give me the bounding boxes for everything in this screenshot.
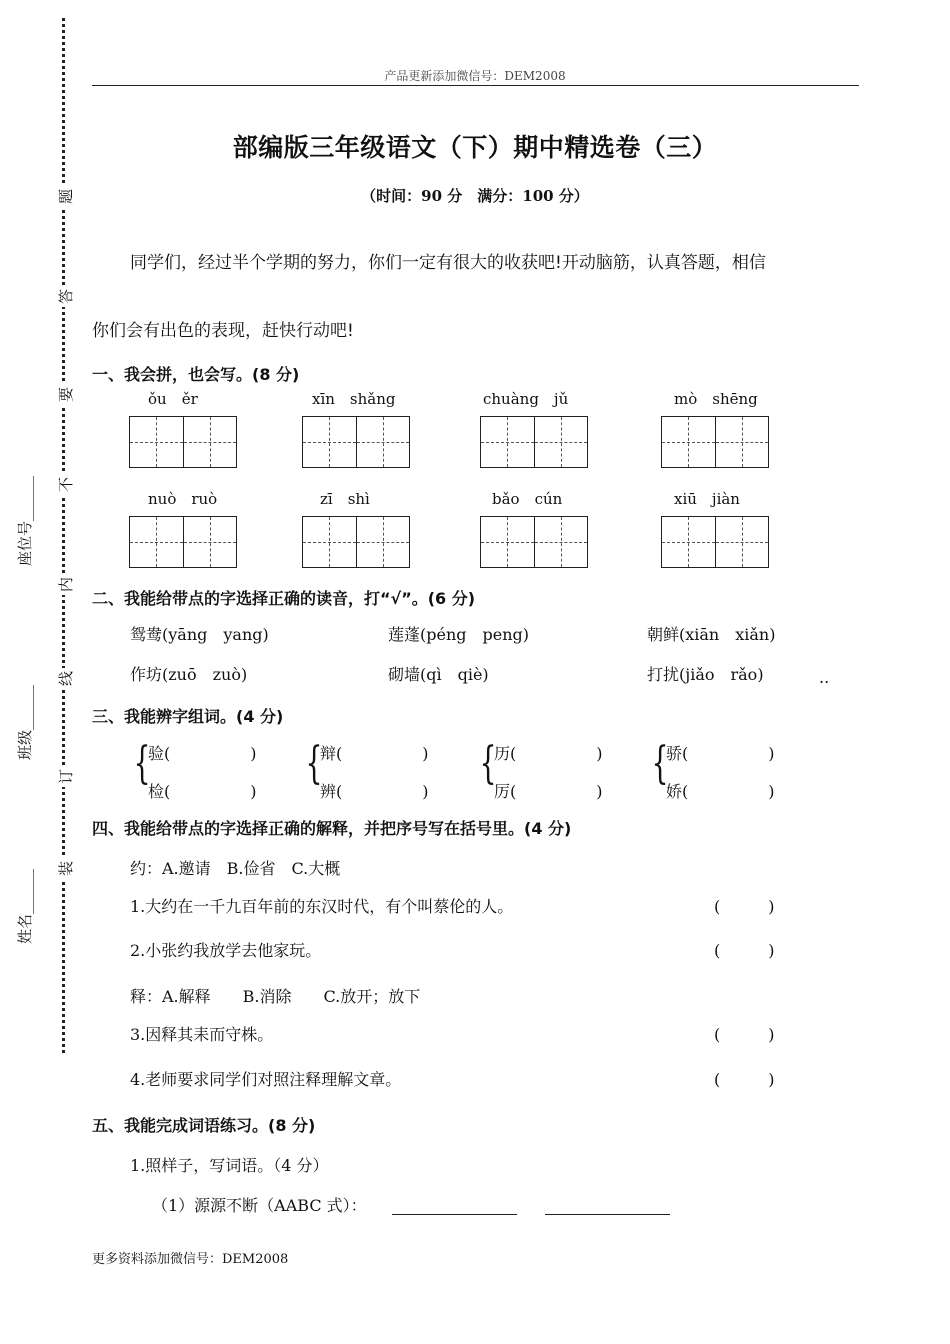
reading-choice[interactable]: 砌墙(qì qiè) [388, 665, 489, 684]
page-title: 部编版三年级语文（下）期中精选卷（三） [232, 133, 718, 162]
pinyin: chuàng jǔ [483, 390, 569, 408]
seal-char: 答 [56, 286, 76, 307]
section-1-title: 一、我会拼，也会写。(8 分) [92, 365, 300, 384]
brace: { [651, 738, 669, 789]
question-4: 4.老师要求同学们对照注释理解文章。 [130, 1070, 402, 1089]
reading-choice[interactable]: 作坊(zuō zuò) [130, 665, 248, 684]
seal-char: 题 [56, 186, 76, 207]
reading-choice[interactable]: 朝鲜(xiān xiǎn) [647, 625, 776, 644]
header-note: 产品更新添加微信号：DEM2008 [384, 69, 566, 83]
pinyin: ǒu ěr [148, 390, 198, 408]
pinyin: nuò ruò [148, 490, 218, 508]
name-label: 姓名______ [16, 868, 34, 944]
writing-grid[interactable] [302, 416, 410, 468]
seal-char: 不 [56, 474, 76, 495]
brace: { [479, 738, 497, 789]
word-blank[interactable]: 验( ) [148, 744, 257, 763]
item-1-label: （1）源源不断（AABC 式）： [152, 1196, 367, 1215]
pinyin: mò shēng [674, 390, 758, 408]
writing-grid[interactable] [129, 516, 237, 568]
writing-grid[interactable] [480, 416, 588, 468]
answer-paren[interactable]: ( ) [714, 1070, 775, 1089]
answer-paren[interactable]: ( ) [714, 1025, 775, 1044]
reading-choice[interactable]: 打扰(jiǎo rǎo) [647, 665, 764, 684]
intro-line-2: 你们会有出色的表现，赶快行动吧! [92, 321, 354, 341]
question-2: 2.小张约我放学去他家玩。 [130, 941, 322, 960]
word-blank[interactable]: 历( ) [494, 744, 603, 763]
section-5-title: 五、我能完成词语练习。(8 分) [92, 1116, 316, 1135]
seal-char: 要 [56, 384, 76, 405]
answer-blank[interactable] [392, 1196, 517, 1215]
definitions-shi: 释：A.解释 B.消除 C.放开；放下 [130, 987, 421, 1006]
reading-choice[interactable]: 莲蓬(péng peng) [388, 625, 530, 644]
header-rule [92, 85, 859, 86]
brace: { [305, 738, 323, 789]
answer-paren[interactable]: ( ) [714, 897, 775, 916]
seal-char: 装 [56, 858, 76, 879]
brace: { [133, 738, 151, 789]
seal-char: 内 [56, 574, 76, 595]
word-blank[interactable]: 辨( ) [320, 782, 429, 801]
intro-line-1: 同学们，经过半个学期的努力，你们一定有很大的收获吧!开动脑筋，认真答题，相信 [130, 253, 766, 273]
section-3-title: 三、我能辨字组词。(4 分) [92, 707, 284, 726]
writing-grid[interactable] [661, 516, 769, 568]
class-label: 班级______ [16, 684, 34, 760]
pinyin: xīn shǎng [312, 390, 396, 408]
section-2-title: 二、我能给带点的字选择正确的读音，打“√”。(6 分) [92, 589, 476, 608]
section-4-title: 四、我能给带点的字选择正确的解释，并把序号写在括号里。(4 分) [92, 819, 572, 838]
pinyin: xiū jiàn [674, 490, 740, 508]
answer-blank[interactable] [545, 1196, 670, 1215]
footer-note: 更多资料添加微信号：DEM2008 [92, 1252, 289, 1267]
word-blank[interactable]: 辩( ) [320, 744, 429, 763]
reading-choice[interactable]: 鸳鸯(yāng yang) [130, 625, 269, 644]
seat-number-label: 座位号______ [16, 475, 34, 566]
seal-char: 线 [56, 668, 76, 689]
word-blank[interactable]: 娇( ) [666, 782, 775, 801]
question-1: 1.大约在一千九百年前的东汉时代，有个叫蔡伦的人。 [130, 897, 514, 916]
stray-dots: .. [819, 668, 830, 687]
writing-grid[interactable] [129, 416, 237, 468]
question-3: 3.因释其耒而守株。 [130, 1025, 274, 1044]
pinyin: zī shì [320, 490, 370, 508]
seal-char: 订 [56, 766, 76, 787]
word-blank[interactable]: 骄( ) [666, 744, 775, 763]
definitions-yue: 约：A.邀请 B.俭省 C.大概 [130, 859, 341, 878]
word-blank[interactable]: 检( ) [148, 782, 257, 801]
writing-grid[interactable] [480, 516, 588, 568]
exam-time-score: （时间：90 分 满分：100 分） [361, 187, 589, 205]
pinyin: bǎo cún [492, 490, 563, 508]
writing-grid[interactable] [302, 516, 410, 568]
word-blank[interactable]: 厉( ) [494, 782, 603, 801]
binding-dotted-line [62, 18, 65, 1053]
subquestion-1: 1.照样子，写词语。（4 分） [130, 1156, 329, 1175]
answer-paren[interactable]: ( ) [714, 941, 775, 960]
writing-grid[interactable] [661, 416, 769, 468]
